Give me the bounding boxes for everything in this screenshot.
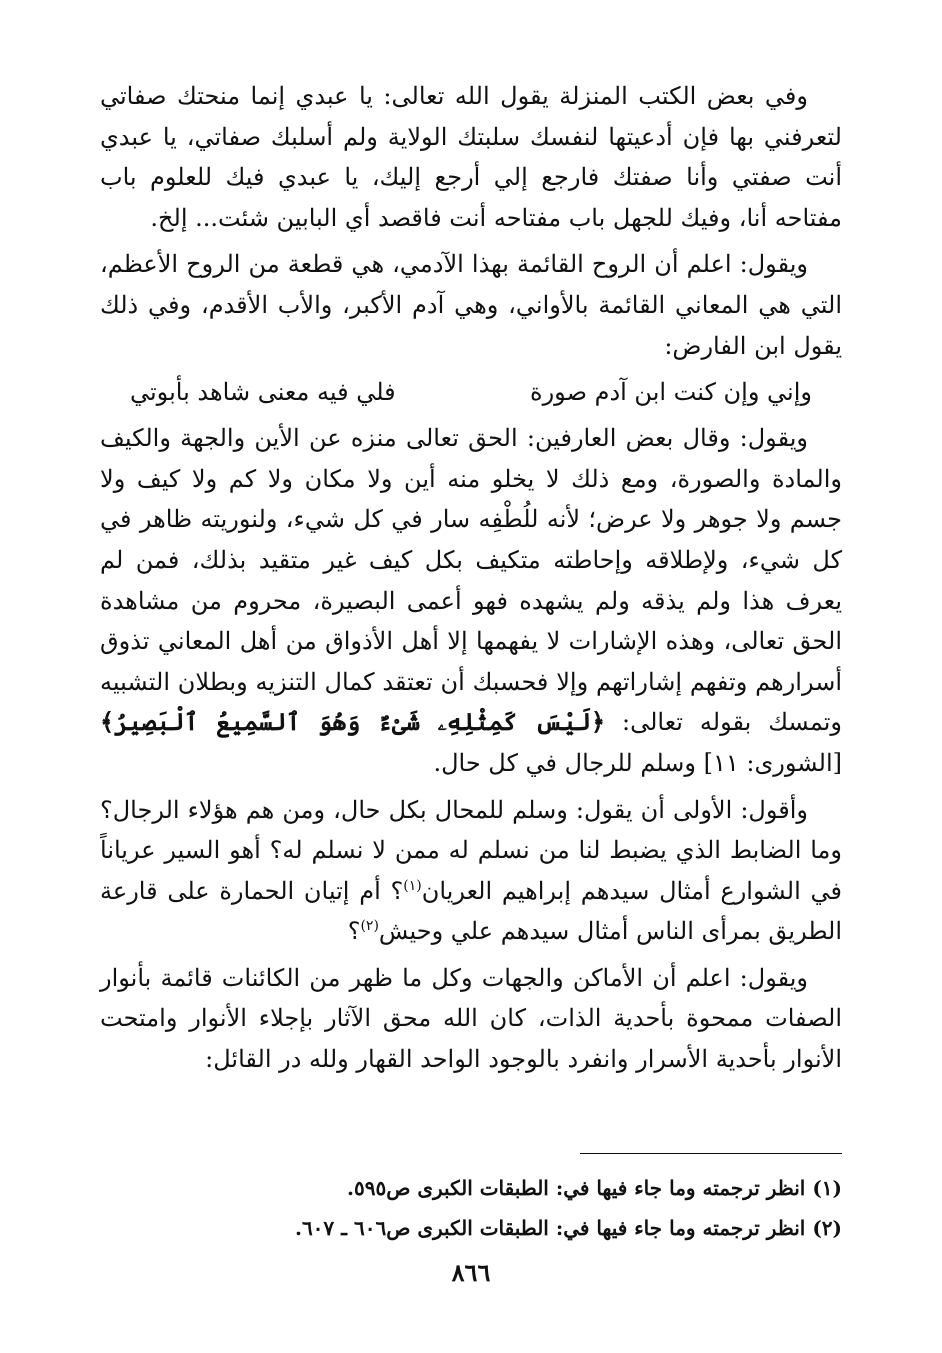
footnote-2-number: (٢)	[812, 1216, 842, 1240]
footnotes	[100, 1168, 842, 1248]
paragraph-4-part-1: وأقول: الأولى أن يقول: وسلم للمحال بكل حال، ومن هم هؤلاء الرجال؟ وما الضابط الذي يضبط لنا من نسلم له ممن لا نسلم له؟ أهو السير عرياناً في الشوارع أمثال سيدهم إبراهيم العريان	[100, 795, 842, 905]
page-number: ٨٦٦	[451, 1258, 491, 1287]
footnote-ref-1[interactable]: (١)	[403, 877, 422, 894]
paragraph-3-after: [الشورى: ١١] وسلم للرجال في كل حال.	[433, 748, 842, 777]
paragraph-4-part-3: ؟	[347, 917, 361, 946]
paragraph-3-text: ويقول: وقال بعض العارفين: الحق تعالى منزه عن الأين والجهة والكيف والمادة والصورة، ومع ذلك لا يخلو منه أين ولا مكان ولا كم ولا كيف ولا جسم ولا جوهر ولا عرض؛ لأنه للُطْفِه سار في كل شيء، ولنوريته ظاهر في كل شيء، ولإطلاقه وإحاطته متكيف بكل كيف غير متقيد بذلك، فمن لم يعرف هذا ولم يذقه ولم يشهده فهو أعمى البصيرة، محروم من مشاهدة الحق تعالى، وهذه الإشارات لا يفهمها إلا أهل الأذواق من أهل المعاني تذوق أسرارهم وتفهم إشاراتهم وإلا فحسبك أن تعتقد كمال التنزيه وبطلان التشبيه وتمسك بقوله تعالى:	[100, 424, 842, 737]
footnote-2-text: انظر ترجمته وما جاء فيها في: الطبقات الكبرى ص٦٠٦ ـ ٦٠٧.	[294, 1216, 806, 1240]
poetry-verse	[130, 372, 812, 412]
footnote-divider	[580, 1153, 842, 1154]
paragraph-2: ويقول: اعلم أن الروح القائمة بهذا الآدمي، هي قطعة من الروح الأعظم، التي هي المعاني القائمة بالأواني، وهي آدم الأكبر، والأب الأقدم، وفي ذلك يقول ابن الفارض:	[100, 250, 842, 360]
footnote-2	[100, 1208, 842, 1248]
footnote-1-number: (١)	[812, 1176, 842, 1200]
footnote-ref-2[interactable]: (٢)	[360, 918, 379, 935]
main-text	[100, 76, 842, 1086]
paragraph-1: وفي بعض الكتب المنزلة يقول الله تعالى: يا عبدي إنما منحتك صفاتي لتعرفني بها فإن أدعيتها لنفسك سلبتك الولاية ولم أسلبك صفاتي، يا عبدي أنت صفتي وأنا صفتك فارجع إلي أرجع إليك، يا عبدي فيك للعلوم باب مفتاحه أنا، وفيك للجهل باب مفتاحه أنت فاقصد أي البابين شئت... إلخ.	[100, 82, 842, 232]
quran-verse: ﴿لَيْسَ كَمِثْلِهِۦ شَىْءٌ وَهُوَ ٱلسَّمِيعُ ٱلْبَصِيرُ﴾	[100, 707, 606, 737]
paragraph-5: ويقول: اعلم أن الأماكن والجهات وكل ما ظهر من الكائنات قائمة بأنوار الصفات ممحوة بأحدية الذات، كان الله محق الآثار بإجلاء الأنوار وامتحت الأنوار بأحدية الأسرار وانفرد بالوجود الواحد القهار ولله در القائل:	[100, 963, 842, 1074]
paragraph-4-part-2: ؟ أم إتيان الحمارة على قارعة الطريق بمرأى الناس أمثال سيدهم علي وحيش	[100, 876, 842, 946]
verse-first-hemistich: وإني وإن كنت ابن آدم صورة	[530, 378, 812, 407]
footnote-1-text: انظر ترجمته وما جاء فيها في: الطبقات الكبرى ص٥٩٥.	[347, 1176, 806, 1200]
footnote-1	[100, 1168, 842, 1208]
paragraph-3	[100, 418, 842, 783]
verse-second-hemistich: فلي فيه معنى شاهد بأبوتي	[130, 378, 396, 407]
paragraph-4	[100, 790, 842, 952]
